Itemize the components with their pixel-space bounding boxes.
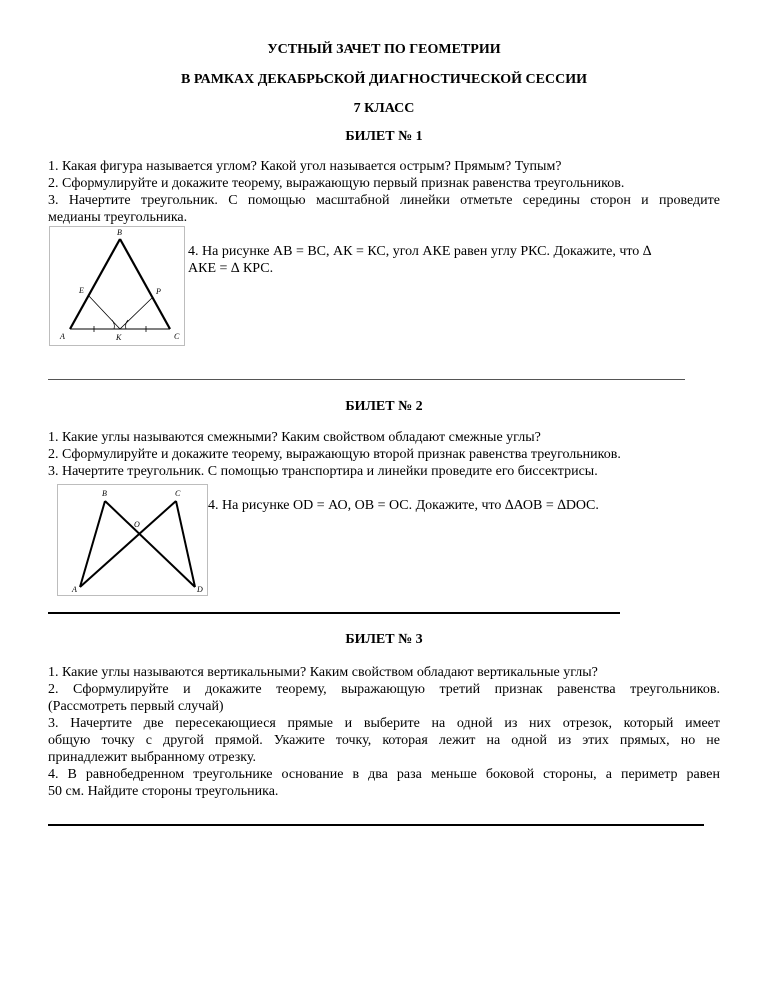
side-bc bbox=[120, 239, 170, 329]
segment-ba bbox=[80, 501, 105, 587]
label-p: P bbox=[156, 287, 161, 296]
label-b: B bbox=[117, 228, 122, 237]
label-d: D bbox=[197, 585, 203, 594]
side-ab bbox=[70, 239, 120, 329]
segment-ca bbox=[80, 501, 176, 587]
ticket1-figure bbox=[49, 226, 185, 346]
ticket2-question1: 1. Какие углы называются смежными? Каким свойством обладают смежные углы? bbox=[48, 430, 541, 445]
ticket2-question2: 2. Сформулируйте и докажите теорему, выражающую второй признак равенства треугольников. bbox=[48, 447, 621, 462]
ticket2-figure bbox=[57, 484, 208, 596]
ticket1-question1: 1. Какая фигура называется углом? Какой угол называется острым? Прямым? Тупым? bbox=[48, 159, 562, 174]
ticket1-question3-line1: 3. Начертите треугольник. С помощью масштабной линейки отметьте середины сторон и проведите bbox=[48, 193, 720, 208]
ticket2-title: БИЛЕТ № 2 bbox=[345, 399, 423, 414]
separator-2 bbox=[48, 612, 620, 614]
ticket3-question4-line1: 4. В равнобедренном треугольнике основание в два раза меньше боковой стороны, а периметр равен bbox=[48, 767, 720, 782]
page-title-line1: УСТНЫЙ ЗАЧЕТ ПО ГЕОМЕТРИИ bbox=[267, 42, 501, 57]
ticket3-question3-line3: принадлежит выбранному отрезку. bbox=[48, 750, 256, 765]
ticket1-question4-line2: АКЕ = ∆ КРС. bbox=[188, 261, 274, 276]
ticket3-question2-line2: (Рассмотреть первый случай) bbox=[48, 699, 224, 714]
ticket1-title: БИЛЕТ № 1 bbox=[345, 129, 423, 144]
ticket2-question3: 3. Начертите треугольник. С помощью транспортира и линейки проведите его биссектрисы. bbox=[48, 464, 598, 479]
ticket2-question4: 4. На рисунке OD = АО, OB = ОС. Докажите, что ∆АОВ = ∆DOC. bbox=[208, 498, 599, 513]
separator-3 bbox=[48, 824, 704, 826]
segment-cd bbox=[176, 501, 195, 587]
label-a: A bbox=[60, 332, 65, 341]
label-c: C bbox=[174, 332, 180, 341]
ticket3-question3-line1: 3. Начертите две пересекающиеся прямые и выберите на одной из них отрезок, который имеет bbox=[48, 716, 720, 731]
ticket1-question4-line1: 4. На рисунке АВ = ВС, АК = КС, угол АКЕ равен углу РКС. Докажите, что ∆ bbox=[188, 244, 652, 259]
label-a: A bbox=[72, 585, 77, 594]
label-o: O bbox=[134, 520, 140, 529]
page-title-line2: В РАМКАХ ДЕКАБРЬСКОЙ ДИАГНОСТИЧЕСКОЙ СЕССИИ bbox=[180, 72, 587, 87]
ticket3-question3-line2: общую точку с другой прямой. Укажите точку, которая лежит на одной из этих прямых, но не bbox=[48, 733, 720, 748]
ticket3-title: БИЛЕТ № 3 bbox=[345, 632, 423, 647]
label-c: C bbox=[175, 489, 181, 498]
ticket3-question4-line2: 50 см. Найдите стороны треугольника. bbox=[48, 784, 279, 799]
segment-bd bbox=[105, 501, 195, 587]
ticket3-question2-line1: 2. Сформулируйте и докажите теорему, выражающую третий признак равенства треугольников. bbox=[48, 682, 720, 697]
grade-label: 7 КЛАСС bbox=[353, 101, 415, 116]
ticket1-question3-line2: медианы треугольника. bbox=[48, 210, 188, 225]
ticket1-question2: 2. Сформулируйте и докажите теорему, выражающую первый признак равенства треугольников. bbox=[48, 176, 625, 191]
ticket3-question1: 1. Какие углы называются вертикальными? Каким свойством обладают вертикальные углы? bbox=[48, 665, 598, 680]
separator-1 bbox=[48, 379, 685, 380]
label-b: B bbox=[102, 489, 107, 498]
label-e: E bbox=[79, 286, 84, 295]
segment-ek bbox=[88, 295, 120, 329]
segment-pk bbox=[120, 297, 153, 329]
label-k: K bbox=[116, 333, 122, 342]
